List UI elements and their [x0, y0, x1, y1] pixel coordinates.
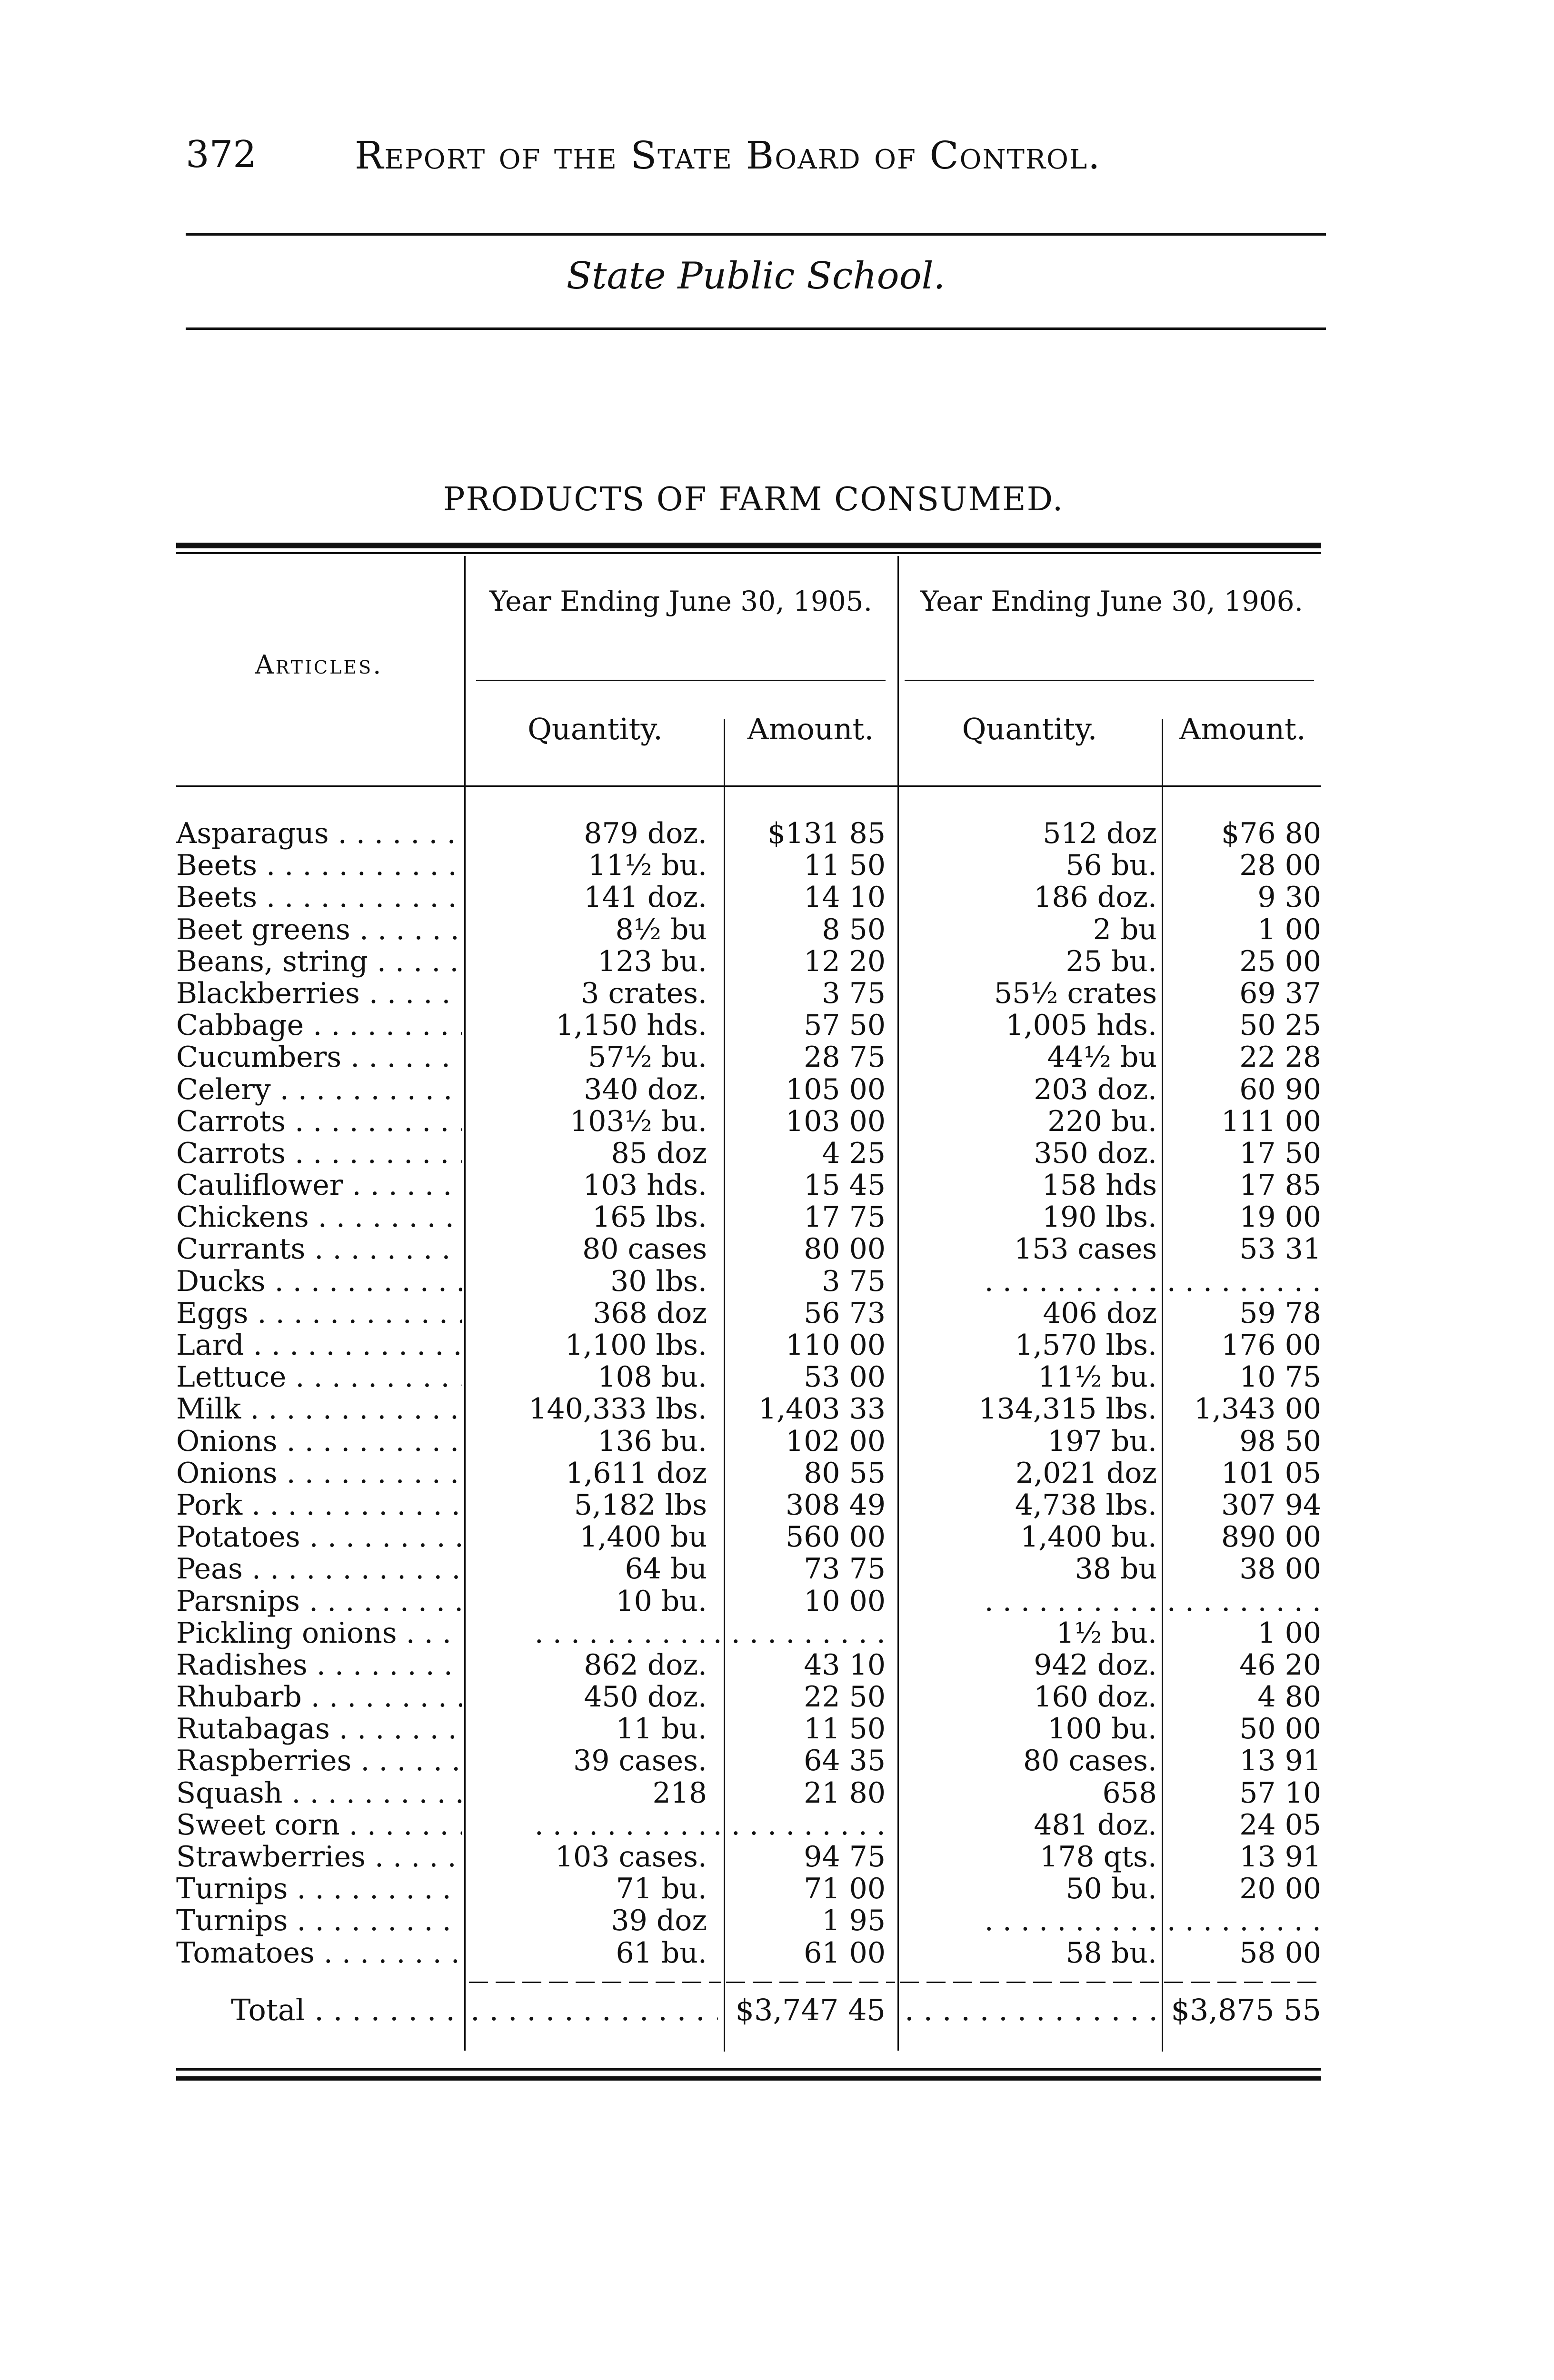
article-cell: Cabbage . . .: [176, 1010, 462, 1041]
amount-1906-cell: 4 80: [1257, 1680, 1321, 1714]
page-number: 372: [186, 133, 257, 176]
total-row: [176, 1991, 1321, 2029]
table-row: [176, 1681, 1321, 1713]
amount-1905-cell: 53 00: [804, 1360, 886, 1394]
amount-1906-cell: . . . . . . . . . .: [1148, 1904, 1321, 1938]
quantity-1906-cell: . . . . . . . . . .: [984, 1264, 1157, 1298]
header-subrule: [905, 680, 1314, 681]
amount-1906-cell: . . . . . . . . . .: [1148, 1264, 1321, 1298]
table-row: [176, 1074, 1321, 1106]
quantity-1906-cell: 481 doz.: [1034, 1808, 1157, 1842]
header-articles: Articles.: [255, 650, 383, 680]
article-cell: Radishes . . .: [176, 1649, 462, 1681]
amount-1905-cell: 17 75: [804, 1200, 886, 1234]
table-row: [176, 1586, 1321, 1617]
quantity-1906-cell: 658: [1102, 1776, 1157, 1810]
amount-1905-cell: 94 75: [804, 1840, 886, 1874]
table-bottom-rule: [176, 2076, 1321, 2081]
quantity-1906-cell: 50 bu.: [1066, 1872, 1157, 1906]
table-row: [176, 1329, 1321, 1361]
amount-1906-cell: 59 78: [1239, 1296, 1321, 1330]
article-cell: Celery . . .: [176, 1074, 462, 1106]
article-cell: Squash . . .: [176, 1777, 462, 1809]
header-year-1905: Year Ending June 30, 1905.: [489, 585, 873, 617]
amount-1906-cell: 50 25: [1239, 1009, 1321, 1042]
amount-1906-cell: 53 31: [1239, 1232, 1321, 1266]
amount-1905-cell: 12 20: [804, 944, 886, 978]
quantity-1905-cell: 30 lbs.: [610, 1264, 707, 1298]
quantity-1905-cell: 10 bu.: [616, 1584, 707, 1618]
quantity-1905-cell: 71 bu.: [616, 1872, 707, 1906]
amount-1906-cell: 98 50: [1239, 1424, 1321, 1458]
amount-1906-cell: 20 00: [1239, 1872, 1321, 1906]
section-title: State Public School.: [566, 255, 946, 298]
amount-1906-cell: 22 28: [1239, 1041, 1321, 1074]
table-row: [176, 1937, 1321, 1969]
quantity-1905-cell: 450 doz.: [584, 1680, 707, 1714]
quantity-1906-cell: 1,005 hds.: [1006, 1009, 1157, 1042]
total-dash-rule: [726, 1982, 895, 1983]
amount-1906-cell: 101 05: [1221, 1456, 1321, 1490]
total-label: Total . . .: [231, 1991, 462, 2029]
table-row: [176, 1010, 1321, 1041]
table-row: [176, 1841, 1321, 1873]
header-amount-1905: Amount.: [747, 712, 874, 746]
amount-1905-cell: 11 50: [804, 1712, 886, 1746]
table-row: [176, 1873, 1321, 1905]
quantity-1906-cell: 2,021 doz: [1016, 1456, 1157, 1490]
quantity-1906-cell: 220 bu.: [1047, 1104, 1157, 1138]
quantity-1906-cell: . . . . . . . . . .: [984, 1904, 1157, 1938]
table-row: [176, 850, 1321, 882]
quantity-1906-cell: 512 doz: [1043, 817, 1157, 850]
amount-1905-cell: 14 10: [804, 881, 886, 914]
header-rule-bottom: [186, 327, 1326, 330]
table-row: [176, 1521, 1321, 1553]
amount-1906-cell: 28 00: [1239, 849, 1321, 883]
amount-1906-cell: 38 00: [1239, 1552, 1321, 1586]
quantity-1906-cell: 153 cases: [1014, 1232, 1157, 1266]
table-row: [176, 1809, 1321, 1841]
quantity-1905-cell: 340 doz.: [584, 1072, 707, 1106]
table-row: [176, 1458, 1321, 1489]
header-quantity-1906: Quantity.: [962, 712, 1097, 746]
amount-1906-cell: 1 00: [1257, 1616, 1321, 1650]
article-cell: Strawberries . . .: [176, 1841, 462, 1873]
header-bottom-rule: [176, 785, 1321, 787]
article-cell: Lard . . .: [176, 1329, 462, 1361]
quantity-1905-cell: 108 bu.: [598, 1360, 707, 1394]
quantity-1905-cell: 136 bu.: [598, 1424, 707, 1458]
amount-1905-cell: . . . . . . . . . .: [713, 1808, 886, 1842]
article-cell: Beans, string . . .: [176, 946, 462, 978]
quantity-1905-cell: 8½ bu: [615, 912, 707, 946]
total-dash-rule: [900, 1982, 1159, 1983]
quantity-1906-cell: 1½ bu.: [1056, 1616, 1157, 1650]
amount-1906-cell: 25 00: [1239, 944, 1321, 978]
amount-1905-cell: 43 10: [804, 1648, 886, 1682]
quantity-1906-cell: 203 doz.: [1034, 1072, 1157, 1106]
quantity-1905-cell: 123 bu.: [598, 944, 707, 978]
amount-1905-cell: 56 73: [804, 1296, 886, 1330]
total-1905: $3,747 45: [735, 1993, 886, 2027]
quantity-1906-cell: 100 bu.: [1047, 1712, 1157, 1746]
table-row: [176, 1041, 1321, 1073]
amount-1905-cell: 105 00: [786, 1072, 886, 1106]
quantity-1905-cell: 1,100 lbs.: [565, 1329, 707, 1362]
article-cell: Tomatoes . . .: [176, 1937, 462, 1969]
table-row: [176, 818, 1321, 850]
article-cell: Rhubarb . . .: [176, 1681, 462, 1713]
amount-1906-cell: 19 00: [1239, 1200, 1321, 1234]
table-row: [176, 1170, 1321, 1201]
quantity-1905-cell: 862 doz.: [584, 1648, 707, 1682]
running-title: Report of the State Board of Control.: [355, 133, 1101, 178]
amount-1905-cell: . . . . . . . . . .: [713, 1616, 886, 1650]
quantity-1905-cell: 103 cases.: [555, 1840, 707, 1874]
table-row: [176, 1426, 1321, 1458]
amount-1906-cell: 1,343 00: [1194, 1392, 1321, 1426]
article-cell: Pickling onions . . .: [176, 1617, 462, 1649]
table-title: PRODUCTS OF FARM CONSUMED.: [443, 481, 1064, 518]
table-row: [176, 1106, 1321, 1138]
amount-1905-cell: 1,403 33: [758, 1392, 886, 1426]
table-row: [176, 1201, 1321, 1233]
quantity-1905-cell: 1,611 doz: [566, 1456, 707, 1490]
quantity-1906-cell: 2 bu: [1093, 912, 1157, 946]
quantity-1905-cell: . . . . . . . . . .: [534, 1808, 707, 1842]
quantity-1905-cell: 57½ bu.: [588, 1041, 707, 1074]
amount-1905-cell: 10 00: [804, 1584, 886, 1618]
quantity-1906-cell: 25 bu.: [1066, 944, 1157, 978]
quantity-1906-cell: 4,738 lbs.: [1015, 1488, 1157, 1522]
amount-1906-cell: 60 90: [1239, 1072, 1321, 1106]
table-row: [176, 1266, 1321, 1298]
article-cell: Sweet corn . . .: [176, 1809, 462, 1841]
amount-1905-cell: 8 50: [822, 912, 886, 946]
leader-dots: [905, 1991, 1157, 2029]
amount-1905-cell: 57 50: [804, 1009, 886, 1042]
table-row: [176, 1649, 1321, 1681]
amount-1905-cell: 3 75: [822, 976, 886, 1010]
quantity-1906-cell: 178 qts.: [1040, 1840, 1157, 1874]
amount-1906-cell: 307 94: [1221, 1488, 1321, 1522]
quantity-1905-cell: 218: [652, 1776, 707, 1810]
table-top-rule: [176, 543, 1321, 548]
quantity-1905-cell: 85 doz: [611, 1136, 707, 1170]
header-subrule: [476, 680, 886, 681]
amount-1906-cell: . . . . . . . . . .: [1148, 1584, 1321, 1618]
amount-1905-cell: 3 75: [822, 1264, 886, 1298]
table-row: [176, 1777, 1321, 1809]
article-cell: Eggs . . .: [176, 1298, 462, 1329]
total-1906: $3,875 55: [1171, 1993, 1321, 2027]
table-row: [176, 946, 1321, 978]
article-cell: Onions . . .: [176, 1458, 462, 1489]
table-top-rule-thin: [176, 552, 1321, 554]
article-cell: Parsnips . . .: [176, 1586, 462, 1617]
amount-1905-cell: 80 55: [804, 1456, 886, 1490]
article-cell: Lettuce . . .: [176, 1361, 462, 1393]
quantity-1905-cell: 61 bu.: [616, 1936, 707, 1970]
table-row: [176, 1393, 1321, 1425]
amount-1905-cell: 28 75: [804, 1041, 886, 1074]
quantity-1906-cell: 350 doz.: [1034, 1136, 1157, 1170]
quantity-1906-cell: 1,570 lbs.: [1015, 1329, 1157, 1362]
quantity-1905-cell: 64 bu: [625, 1552, 707, 1586]
quantity-1905-cell: 80 cases: [582, 1232, 707, 1266]
quantity-1905-cell: 879 doz.: [584, 817, 707, 850]
article-cell: Pork . . .: [176, 1489, 462, 1521]
quantity-1906-cell: 1,400 bu.: [1020, 1520, 1157, 1554]
table-row: [176, 1489, 1321, 1521]
table-row: [176, 1233, 1321, 1265]
quantity-1906-cell: 44½ bu: [1047, 1041, 1157, 1074]
table-row: [176, 978, 1321, 1010]
header-rule-top: [186, 233, 1326, 236]
quantity-1906-cell: 197 bu.: [1047, 1424, 1157, 1458]
quantity-1906-cell: 56 bu.: [1066, 849, 1157, 883]
amount-1905-cell: 1 95: [822, 1904, 886, 1938]
quantity-1905-cell: 39 doz: [611, 1904, 707, 1938]
table-row: [176, 1361, 1321, 1393]
amount-1905-cell: 308 49: [786, 1488, 886, 1522]
quantity-1906-cell: 160 doz.: [1034, 1680, 1157, 1714]
amount-1906-cell: 9 30: [1257, 881, 1321, 914]
article-cell: Currants . . .: [176, 1233, 462, 1265]
quantity-1905-cell: 11½ bu.: [588, 849, 707, 883]
article-cell: Peas . . .: [176, 1553, 462, 1585]
amount-1906-cell: 13 91: [1239, 1744, 1321, 1778]
leader-dots: [470, 1991, 718, 2029]
amount-1905-cell: 560 00: [786, 1520, 886, 1554]
quantity-1905-cell: 140,333 lbs.: [528, 1392, 707, 1426]
quantity-1905-cell: 5,182 lbs: [574, 1488, 707, 1522]
table-row: [176, 1745, 1321, 1777]
article-cell: Beets . . .: [176, 850, 462, 882]
table-row: [176, 882, 1321, 913]
article-cell: Rutabagas . . .: [176, 1713, 462, 1745]
header-amount-1906: Amount.: [1179, 712, 1306, 746]
amount-1905-cell: 61 00: [804, 1936, 886, 1970]
table-row: [176, 914, 1321, 946]
amount-1905-cell: 103 00: [786, 1104, 886, 1138]
amount-1906-cell: 1 00: [1257, 912, 1321, 946]
table-row: [176, 1713, 1321, 1745]
article-cell: Beets . . .: [176, 882, 462, 913]
amount-1906-cell: 10 75: [1239, 1360, 1321, 1394]
quantity-1905-cell: 1,150 hds.: [556, 1009, 707, 1042]
quantity-1906-cell: 186 doz.: [1034, 881, 1157, 914]
amount-1906-cell: $76 80: [1221, 817, 1321, 850]
amount-1905-cell: $131 85: [767, 817, 886, 850]
article-cell: Beet greens . . .: [176, 914, 462, 946]
quantity-1905-cell: 3 crates.: [581, 976, 707, 1010]
article-cell: Carrots . . .: [176, 1138, 462, 1170]
quantity-1906-cell: 80 cases.: [1023, 1744, 1157, 1778]
quantity-1906-cell: . . . . . . . . . .: [984, 1584, 1157, 1618]
amount-1905-cell: 15 45: [804, 1169, 886, 1202]
header-year-1906: Year Ending June 30, 1906.: [920, 585, 1304, 617]
quantity-1906-cell: 58 bu.: [1066, 1936, 1157, 1970]
quantity-1905-cell: 39 cases.: [573, 1744, 707, 1778]
table-row: [176, 1905, 1321, 1937]
amount-1906-cell: 890 00: [1221, 1520, 1321, 1554]
total-dash-rule: [1164, 1982, 1321, 1983]
article-cell: Carrots . . .: [176, 1106, 462, 1138]
amount-1905-cell: 64 35: [804, 1744, 886, 1778]
total-dash-rule: [469, 1982, 721, 1983]
table-row: [176, 1617, 1321, 1649]
quantity-1906-cell: 942 doz.: [1034, 1648, 1157, 1682]
amount-1906-cell: 69 37: [1239, 976, 1321, 1010]
amount-1905-cell: 110 00: [786, 1329, 886, 1362]
page-header: [186, 133, 1328, 176]
quantity-1906-cell: 38 bu: [1075, 1552, 1157, 1586]
quantity-1906-cell: 134,315 lbs.: [978, 1392, 1157, 1426]
amount-1906-cell: 50 00: [1239, 1712, 1321, 1746]
amount-1905-cell: 4 25: [822, 1136, 886, 1170]
quantity-1905-cell: . . . . . . . . . .: [534, 1616, 707, 1650]
amount-1905-cell: 11 50: [804, 849, 886, 883]
amount-1906-cell: 24 05: [1239, 1808, 1321, 1842]
article-cell: Turnips . . .: [176, 1873, 462, 1905]
article-cell: Onions . . .: [176, 1426, 462, 1458]
article-cell: Milk . . .: [176, 1393, 462, 1425]
article-cell: Turnips . . .: [176, 1905, 462, 1937]
quantity-1905-cell: 103 hds.: [583, 1169, 707, 1202]
quantity-1905-cell: 1,400 bu: [579, 1520, 707, 1554]
amount-1905-cell: 102 00: [786, 1424, 886, 1458]
quantity-1906-cell: 190 lbs.: [1042, 1200, 1157, 1234]
amount-1905-cell: 71 00: [804, 1872, 886, 1906]
table-row: [176, 1298, 1321, 1329]
table-body: [176, 818, 1321, 1969]
article-cell: Cauliflower . . .: [176, 1170, 462, 1201]
article-cell: Chickens . . .: [176, 1201, 462, 1233]
article-cell: Cucumbers . . .: [176, 1041, 462, 1073]
amount-1905-cell: 22 50: [804, 1680, 886, 1714]
table-bottom-rule-thin: [176, 2068, 1321, 2071]
article-cell: Raspberries . . .: [176, 1745, 462, 1777]
amount-1906-cell: 46 20: [1239, 1648, 1321, 1682]
amount-1906-cell: 111 00: [1221, 1104, 1321, 1138]
quantity-1906-cell: 406 doz: [1043, 1296, 1157, 1330]
quantity-1906-cell: 11½ bu.: [1038, 1360, 1157, 1394]
amount-1905-cell: 80 00: [804, 1232, 886, 1266]
table-row: [176, 1138, 1321, 1170]
amount-1906-cell: 17 50: [1239, 1136, 1321, 1170]
quantity-1906-cell: 158 hds: [1042, 1169, 1157, 1202]
quantity-1905-cell: 11 bu.: [616, 1712, 707, 1746]
quantity-1905-cell: 103½ bu.: [570, 1104, 707, 1138]
amount-1906-cell: 58 00: [1239, 1936, 1321, 1970]
amount-1905-cell: 73 75: [804, 1552, 886, 1586]
article-cell: Asparagus . . .: [176, 818, 462, 850]
amount-1906-cell: 57 10: [1239, 1776, 1321, 1810]
quantity-1905-cell: 165 lbs.: [592, 1200, 707, 1234]
amount-1906-cell: 13 91: [1239, 1840, 1321, 1874]
article-cell: Blackberries . . .: [176, 978, 462, 1010]
amount-1906-cell: 176 00: [1221, 1329, 1321, 1362]
quantity-1905-cell: 141 doz.: [584, 881, 707, 914]
amount-1906-cell: 17 85: [1239, 1169, 1321, 1202]
article-cell: Ducks . . .: [176, 1266, 462, 1298]
table-row: [176, 1553, 1321, 1585]
article-cell: Potatoes . . .: [176, 1521, 462, 1553]
amount-1905-cell: 21 80: [804, 1776, 886, 1810]
quantity-1905-cell: 368 doz: [593, 1296, 707, 1330]
quantity-1906-cell: 55½ crates: [994, 976, 1157, 1010]
header-quantity-1905: Quantity.: [528, 712, 663, 746]
